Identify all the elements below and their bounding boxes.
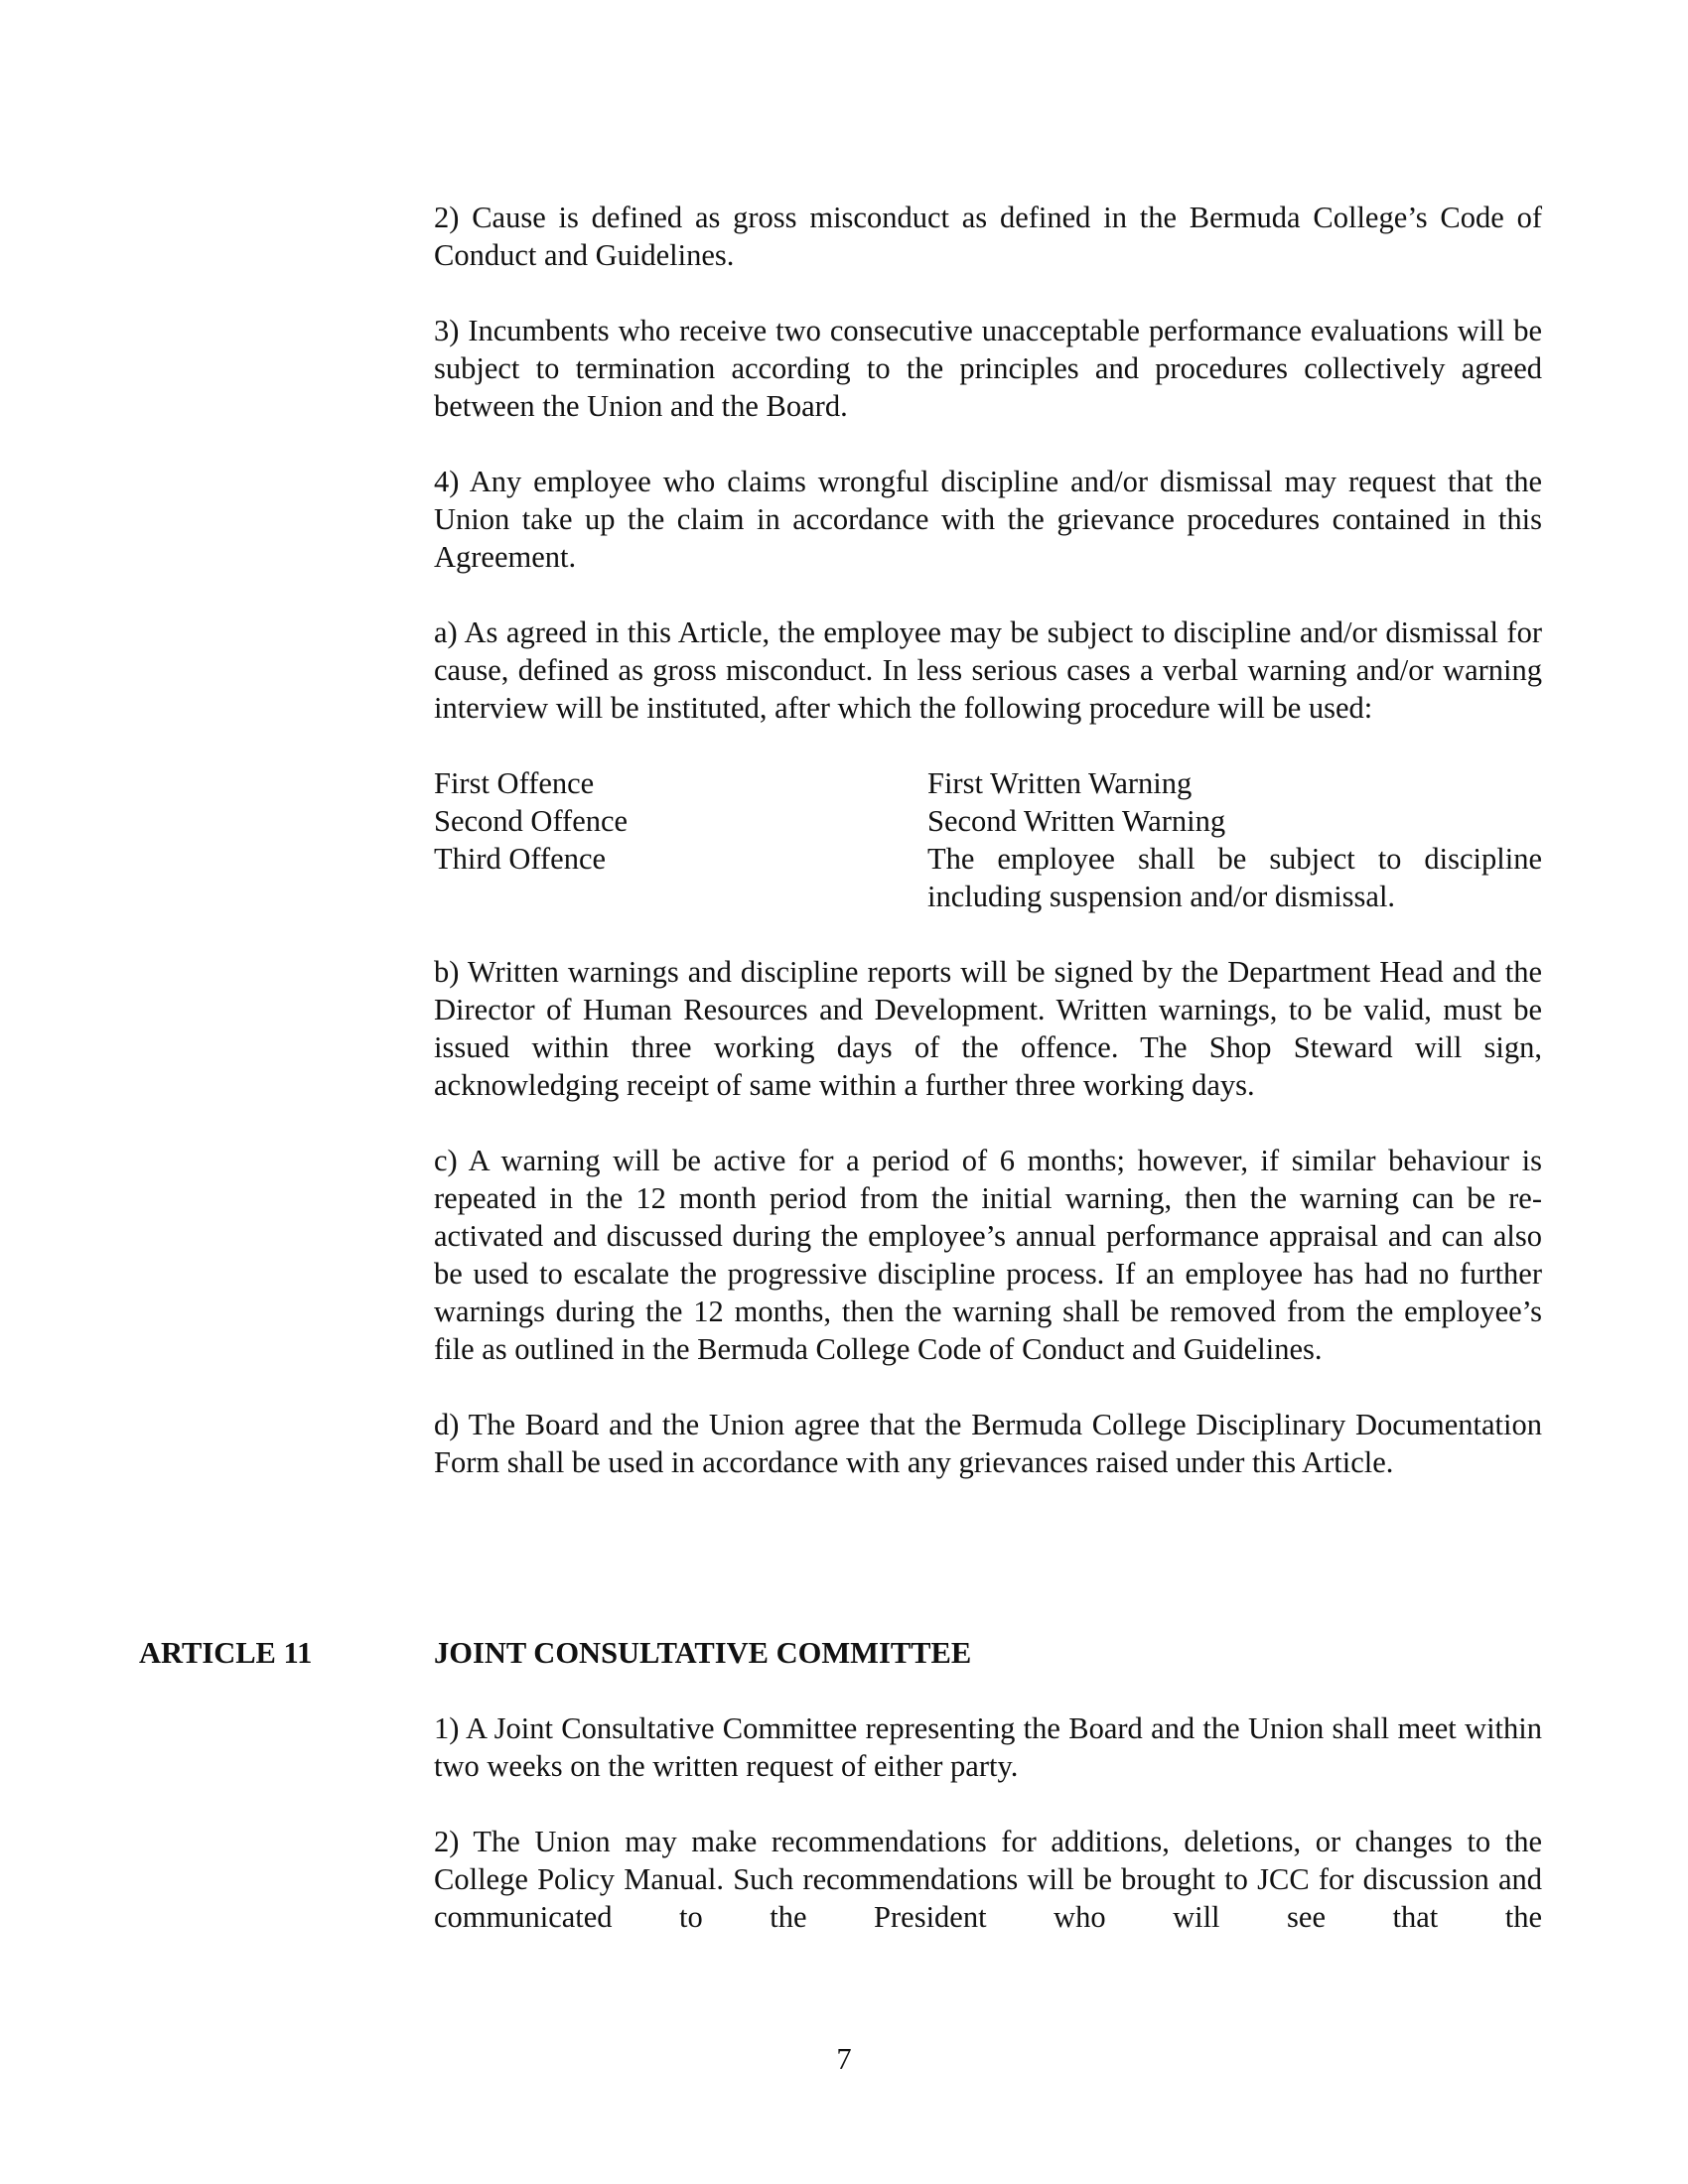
- offence-table: [434, 764, 1542, 915]
- discipline-section: [434, 199, 1542, 1519]
- paragraph-performance-evaluations: 3) Incumbents who receive two consecutive unacceptable performance evaluations will be subject to termination according to the principles and procedures collectively agreed between the Union and the Board.: [434, 314, 1542, 423]
- paragraph-jcc-meeting: 1) A Joint Consultative Committee representing the Board and the Union shall meet within two weeks on the written request of either party.: [434, 1711, 1542, 1783]
- offence-action: Second Written Warning: [927, 804, 1226, 838]
- article-number: ARTICLE 11: [139, 1636, 313, 1670]
- paragraph-procedure-b: b) Written warnings and discipline reports will be signed by the Department Head and the Director of Human Resources and Development. Written warnings, to be valid, must be issued within three working days of the offence. The Shop Steward will sign, acknowledging receipt of same within a further three working days.: [434, 955, 1542, 1102]
- paragraph-procedure-a: a) As agreed in this Article, the employee may be subject to discipline and/or dismissal for cause, defined as gross misconduct. In less serious cases a verbal warning and/or warning interview will be instituted, after which the following procedure will be used:: [434, 615, 1542, 725]
- article11-body: [434, 1709, 1542, 1974]
- article-title: JOINT CONSULTATIVE COMMITTEE: [434, 1636, 972, 1670]
- offence-label: Second Offence: [434, 804, 629, 838]
- offence-action: First Written Warning: [927, 766, 1193, 800]
- offence-action: The employee shall be subject to discipline including suspension and/or dismissal.: [927, 842, 1542, 913]
- paragraph-jcc-recommendations: 2) The Union may make recommendations for additions, deletions, or changes to the College Policy Manual. Such recommendations will be brought to JCC for discussion and communicated to the President who will see that the: [434, 1825, 1542, 1934]
- paragraph-procedure-d: d) The Board and the Union agree that the Bermuda College Disciplinary Documentation Form shall be used in accordance with any grievances raised under this Article.: [434, 1408, 1542, 1479]
- paragraph-wrongful-discipline: 4) Any employee who claims wrongful discipline and/or dismissal may request that the Union take up the claim in accordance with the grievance procedures contained in this Agreement.: [434, 465, 1542, 574]
- offence-label: First Offence: [434, 766, 595, 800]
- paragraph-cause-definition: 2) Cause is defined as gross misconduct as defined in the Bermuda College’s Code of Conduct and Guidelines.: [434, 201, 1542, 272]
- offence-label: Third Offence: [434, 842, 607, 876]
- page-number: 7: [836, 2042, 852, 2076]
- paragraph-procedure-c: c) A warning will be active for a period of 6 months; however, if similar behaviour is repeated in the 12 month period from the initial warning, then the warning can be re-activated and discussed during the employee’s annual performance appraisal and can also be used to escalate the progressive discipline process. If an employee has had no further warnings during the 12 months, then the warning shall be removed from the employee’s file as outlined in the Bermuda College Code of Conduct and Guidelines.: [434, 1144, 1542, 1366]
